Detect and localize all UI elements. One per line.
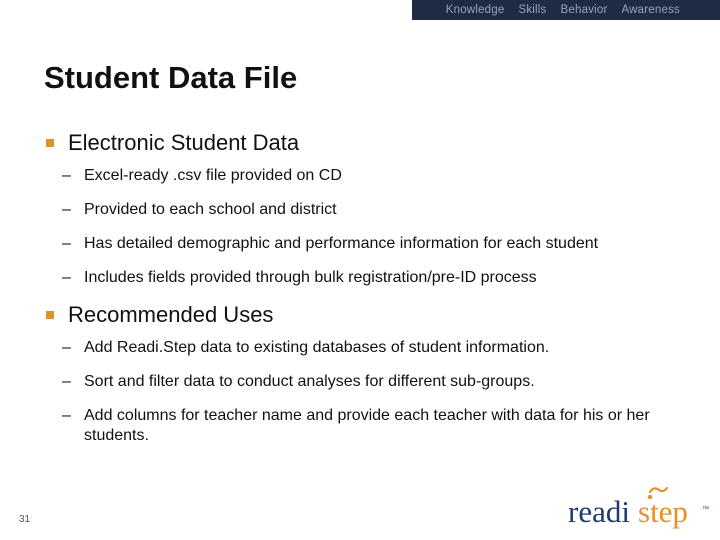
dash-bullet-icon: –: [62, 201, 71, 218]
nav-item-awareness[interactable]: Awareness: [621, 4, 680, 16]
dash-bullet-icon: –: [62, 269, 71, 286]
section-heading-text: Electronic Student Data: [68, 130, 300, 155]
nav-item-behavior[interactable]: Behavior: [560, 4, 608, 16]
list-item-text: Provided to each school and district: [84, 201, 337, 218]
list-item: [62, 166, 694, 186]
logo-swoosh-icon: [650, 488, 667, 492]
list-item: [62, 268, 694, 288]
readistep-logo: [566, 478, 712, 534]
top-nav: [446, 2, 680, 18]
square-bullet-icon: [46, 139, 54, 147]
slide-content: [44, 130, 694, 460]
page-title: Student Data File: [44, 60, 298, 95]
list-item: [62, 200, 694, 220]
list-item: [62, 338, 694, 358]
list-item-text: Sort and filter data to conduct analyses for different sub-groups.: [84, 373, 535, 390]
square-bullet-icon: [46, 311, 54, 319]
section-heading: [44, 302, 694, 328]
list-item-text: Includes fields provided through bulk registration/pre-ID process: [84, 269, 537, 286]
dash-bullet-icon: –: [62, 235, 71, 252]
dash-bullet-icon: –: [62, 373, 71, 390]
section-electronic-student-data: [44, 130, 694, 288]
logo-trademark: ™: [702, 506, 709, 513]
page-number: 31: [19, 514, 31, 525]
list-item: [62, 406, 694, 446]
list-item-text: Add Readi.Step data to existing databases of student information.: [84, 339, 550, 356]
list-item-text: Add columns for teacher name and provide each teacher with data for his or her students.: [84, 407, 650, 444]
list-item: [62, 234, 694, 254]
nav-item-skills[interactable]: Skills: [518, 4, 547, 16]
dash-bullet-icon: –: [62, 407, 71, 424]
logo-text-step: step: [638, 494, 688, 529]
list-item-text: Has detailed demographic and performance information for each student: [84, 235, 599, 252]
nav-item-knowledge[interactable]: Knowledge: [445, 4, 505, 16]
list-item-text: Excel-ready .csv file provided on CD: [84, 167, 342, 184]
top-bar: [0, 0, 720, 20]
logo-text-readi: readi: [568, 494, 630, 529]
section-heading: [44, 130, 694, 156]
dash-bullet-icon: –: [62, 167, 71, 184]
section-heading-text: Recommended Uses: [68, 302, 274, 327]
list-item: [62, 372, 694, 392]
dash-bullet-icon: –: [62, 339, 71, 356]
section-recommended-uses: [44, 302, 694, 446]
